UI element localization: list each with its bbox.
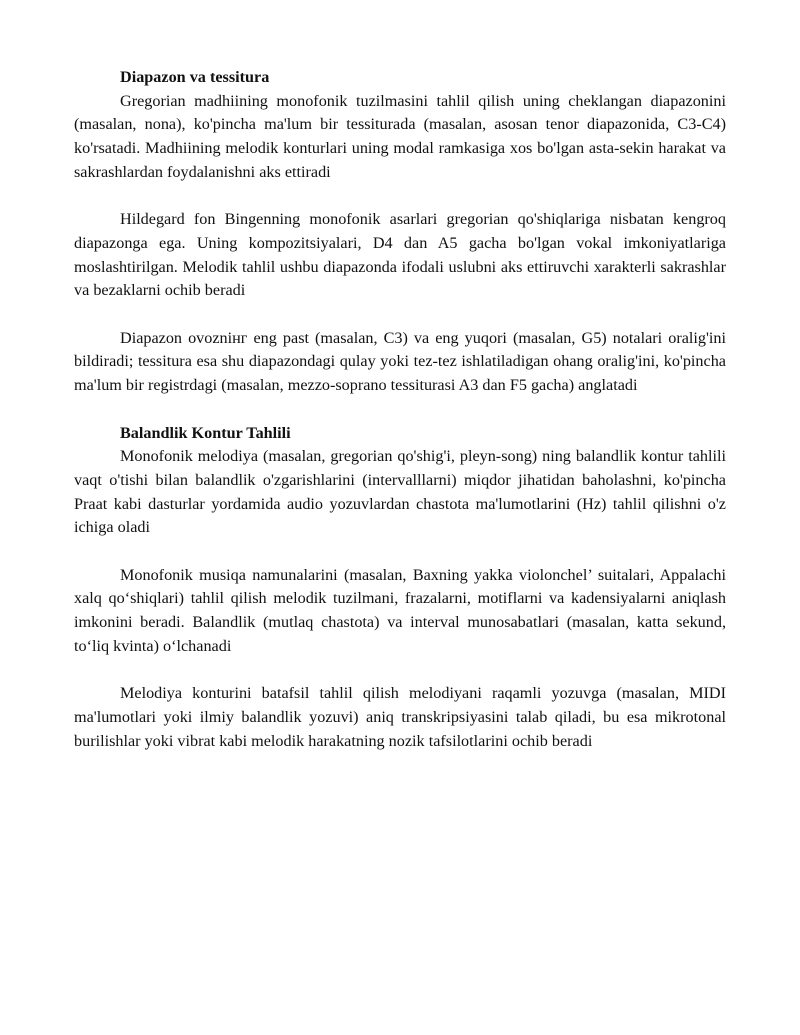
paragraph-gregorian-range: Gregorian madhiining monofonik tuzilmasini tahlil qilish uning cheklangan diapazonini (masalan, nona), ko'pincha ma'lum bir tessiturada (masalan, asosan tenor diapazonida, C3-C4) ko'rsatadi. Madhiining melodik konturlari uning modal ramkasiga xos bo'lgan asta-sekin harakat va sakrashlardan foydalanishni aks ettiradi [74, 91, 726, 181]
paragraph-monophonic-samples: Monofonik musiqa namunalarini (masalan, Baxning yakka violonchel’ suitalari, Appalachi xalq qo‘shiqlari) tahlil qilish melodik tuzilmani, frazalarni, motiflarni va kadensiyalarni aniqlash imkonini beradi. Balandlik (mutlaq chastota) va interval munosabatlari (masalan, katta sekund, to‘liq kvinta) o‘lchanadi [74, 565, 726, 655]
document-page [74, 66, 726, 753]
paragraph-hildegard-range: Hildegard fon Bingenning monofonik asarlari gregorian qo'shiqlariga nisbatan kengroq diapazonga ega. Uning kompozitsiyalari, D4 dan A5 gacha bo'lgan vokal imkoniyatlariga moslashtirilgan. Melodik tahlil ushbu diapazonda ifodali uslubni aks ettiruvchi xarakterli sakrashlar va bezaklarni ochib beradi [74, 210, 726, 300]
paragraph-melody-transcription: Melodiya konturini batafsil tahlil qilish melodiyani raqamli yozuvga (masalan, MIDI ma'lumotlari yoki ilmiy balandlik yozuvi) aniq transkripsiyasini talab qiladi, bu esa mikrotonal burilishlar yoki vibrat kabi melodik harakatning nozik tafsilotlarini ochib beradi [74, 684, 726, 750]
paragraph-range-definition: Diapazon ovozniнг eng past (masalan, C3) va eng yuqori (masalan, G5) notalari oralig'ini bildiradi; tessitura esa shu diapazondagi qulay yoki tez-tez ishlatiladigan ohang oralig'ini, ko'pincha ma'lum bir registrdagi (masalan, mezzo-soprano tessiturasi A3 dan F5 gacha) anglatadi [74, 328, 726, 395]
section-heading-range-tessitura: Diapazon va tessitura [120, 68, 270, 86]
section-spacer [74, 398, 726, 422]
paragraph-pitch-contour-analysis: Monofonik melodiya (masalan, gregorian qo'shig'i, pleyn-song) ning balandlik kontur tahlili vaqt o'tishi bilan balandlik o'zgarishlarini (intervalllarni) miqdor jihatidan baholashni, ko'pincha Praat kabi dasturlar yordamida audio yozuvlardan chastota ma'lumotlarini (Hz) tahlil qilishni o'z ichiga oladi [74, 447, 726, 537]
section-heading-pitch-contour: Balandlik Kontur Tahlili [120, 423, 291, 442]
